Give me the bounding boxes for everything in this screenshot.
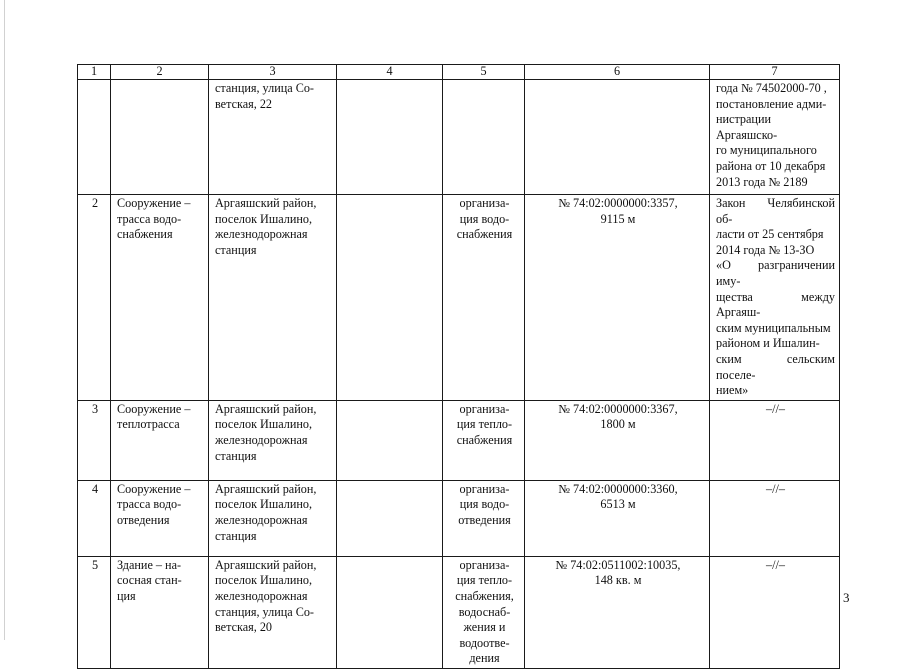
scan-edge-line — [4, 0, 5, 640]
table-row — [78, 480, 840, 556]
address-cell: Аргаяшский район, поселок Ишалино, железнодорожная станция — [209, 400, 337, 480]
cadastral-number-cell: № 74:02:0511002:10035, 148 кв. м — [525, 556, 710, 668]
purpose-cell: организа- ция тепло- снабжения, водоснаб- жения и водоотве- дения — [443, 556, 525, 668]
column4-cell — [337, 400, 443, 480]
cadastral-number-cell: № 74:02:0000000:3360, 6513 м — [525, 480, 710, 556]
legal-basis-cell: –//– — [710, 480, 840, 556]
column-number: 5 — [443, 65, 525, 80]
cadastral-number-cell: № 74:02:0000000:3367, 1800 м — [525, 400, 710, 480]
purpose-cell: организа- ция водо- снабжения — [443, 195, 525, 401]
legal-basis-cell: Закон Челябинской об- ласти от 25 сентября 2014 года № 13-ЗО «О разграничении иму- щества между Аргаяш- ским муниципальным районом и Ишалин- ским сельским поселе- нием» — [710, 195, 840, 401]
column4-cell — [337, 195, 443, 401]
table-row — [78, 556, 840, 668]
object-name-cell — [111, 80, 209, 195]
object-name-cell: Сооружение – трасса водо- снабжения — [111, 195, 209, 401]
legal-basis-cell: года № 74502000-70 , постановление адми- нистрации Аргаяшско- го муниципального района от 10 декабря 2013 года № 2189 — [710, 80, 840, 195]
legal-basis-cell: –//– — [710, 400, 840, 480]
legal-basis-cell: –//– — [710, 556, 840, 668]
page-number: 3 — [843, 590, 850, 605]
row-number-cell: 4 — [78, 480, 111, 556]
object-name-cell: Сооружение – трасса водо- отведения — [111, 480, 209, 556]
column4-cell — [337, 480, 443, 556]
cadastral-number-cell: № 74:02:0000000:3357, 9115 м — [525, 195, 710, 401]
column-number: 7 — [710, 65, 840, 80]
address-cell: Аргаяшский район, поселок Ишалино, железнодорожная станция — [209, 480, 337, 556]
column-number: 3 — [209, 65, 337, 80]
address-cell: станция, улица Со- ветская, 22 — [209, 80, 337, 195]
address-cell: Аргаяшский район, поселок Ишалино, железнодорожная станция, улица Со- ветская, 20 — [209, 556, 337, 668]
table-row — [78, 80, 840, 195]
column-number-row — [78, 65, 840, 80]
address-cell: Аргаяшский район, поселок Ишалино, железнодорожная станция — [209, 195, 337, 401]
property-register-table — [77, 64, 840, 669]
row-number-cell: 5 — [78, 556, 111, 668]
table-row — [78, 400, 840, 480]
purpose-cell: организа- ция тепло- снабжения — [443, 400, 525, 480]
column4-cell — [337, 80, 443, 195]
cadastral-number-cell — [525, 80, 710, 195]
column-number: 4 — [337, 65, 443, 80]
object-name-cell: Здание – на- сосная стан- ция — [111, 556, 209, 668]
table-row — [78, 195, 840, 401]
column-number: 2 — [111, 65, 209, 80]
object-name-cell: Сооружение – теплотрасса — [111, 400, 209, 480]
row-number-cell — [78, 80, 111, 195]
column4-cell — [337, 556, 443, 668]
row-number-cell: 3 — [78, 400, 111, 480]
column-number: 6 — [525, 65, 710, 80]
purpose-cell — [443, 80, 525, 195]
purpose-cell: организа- ция водо- отведения — [443, 480, 525, 556]
column-number: 1 — [78, 65, 111, 80]
row-number-cell: 2 — [78, 195, 111, 401]
